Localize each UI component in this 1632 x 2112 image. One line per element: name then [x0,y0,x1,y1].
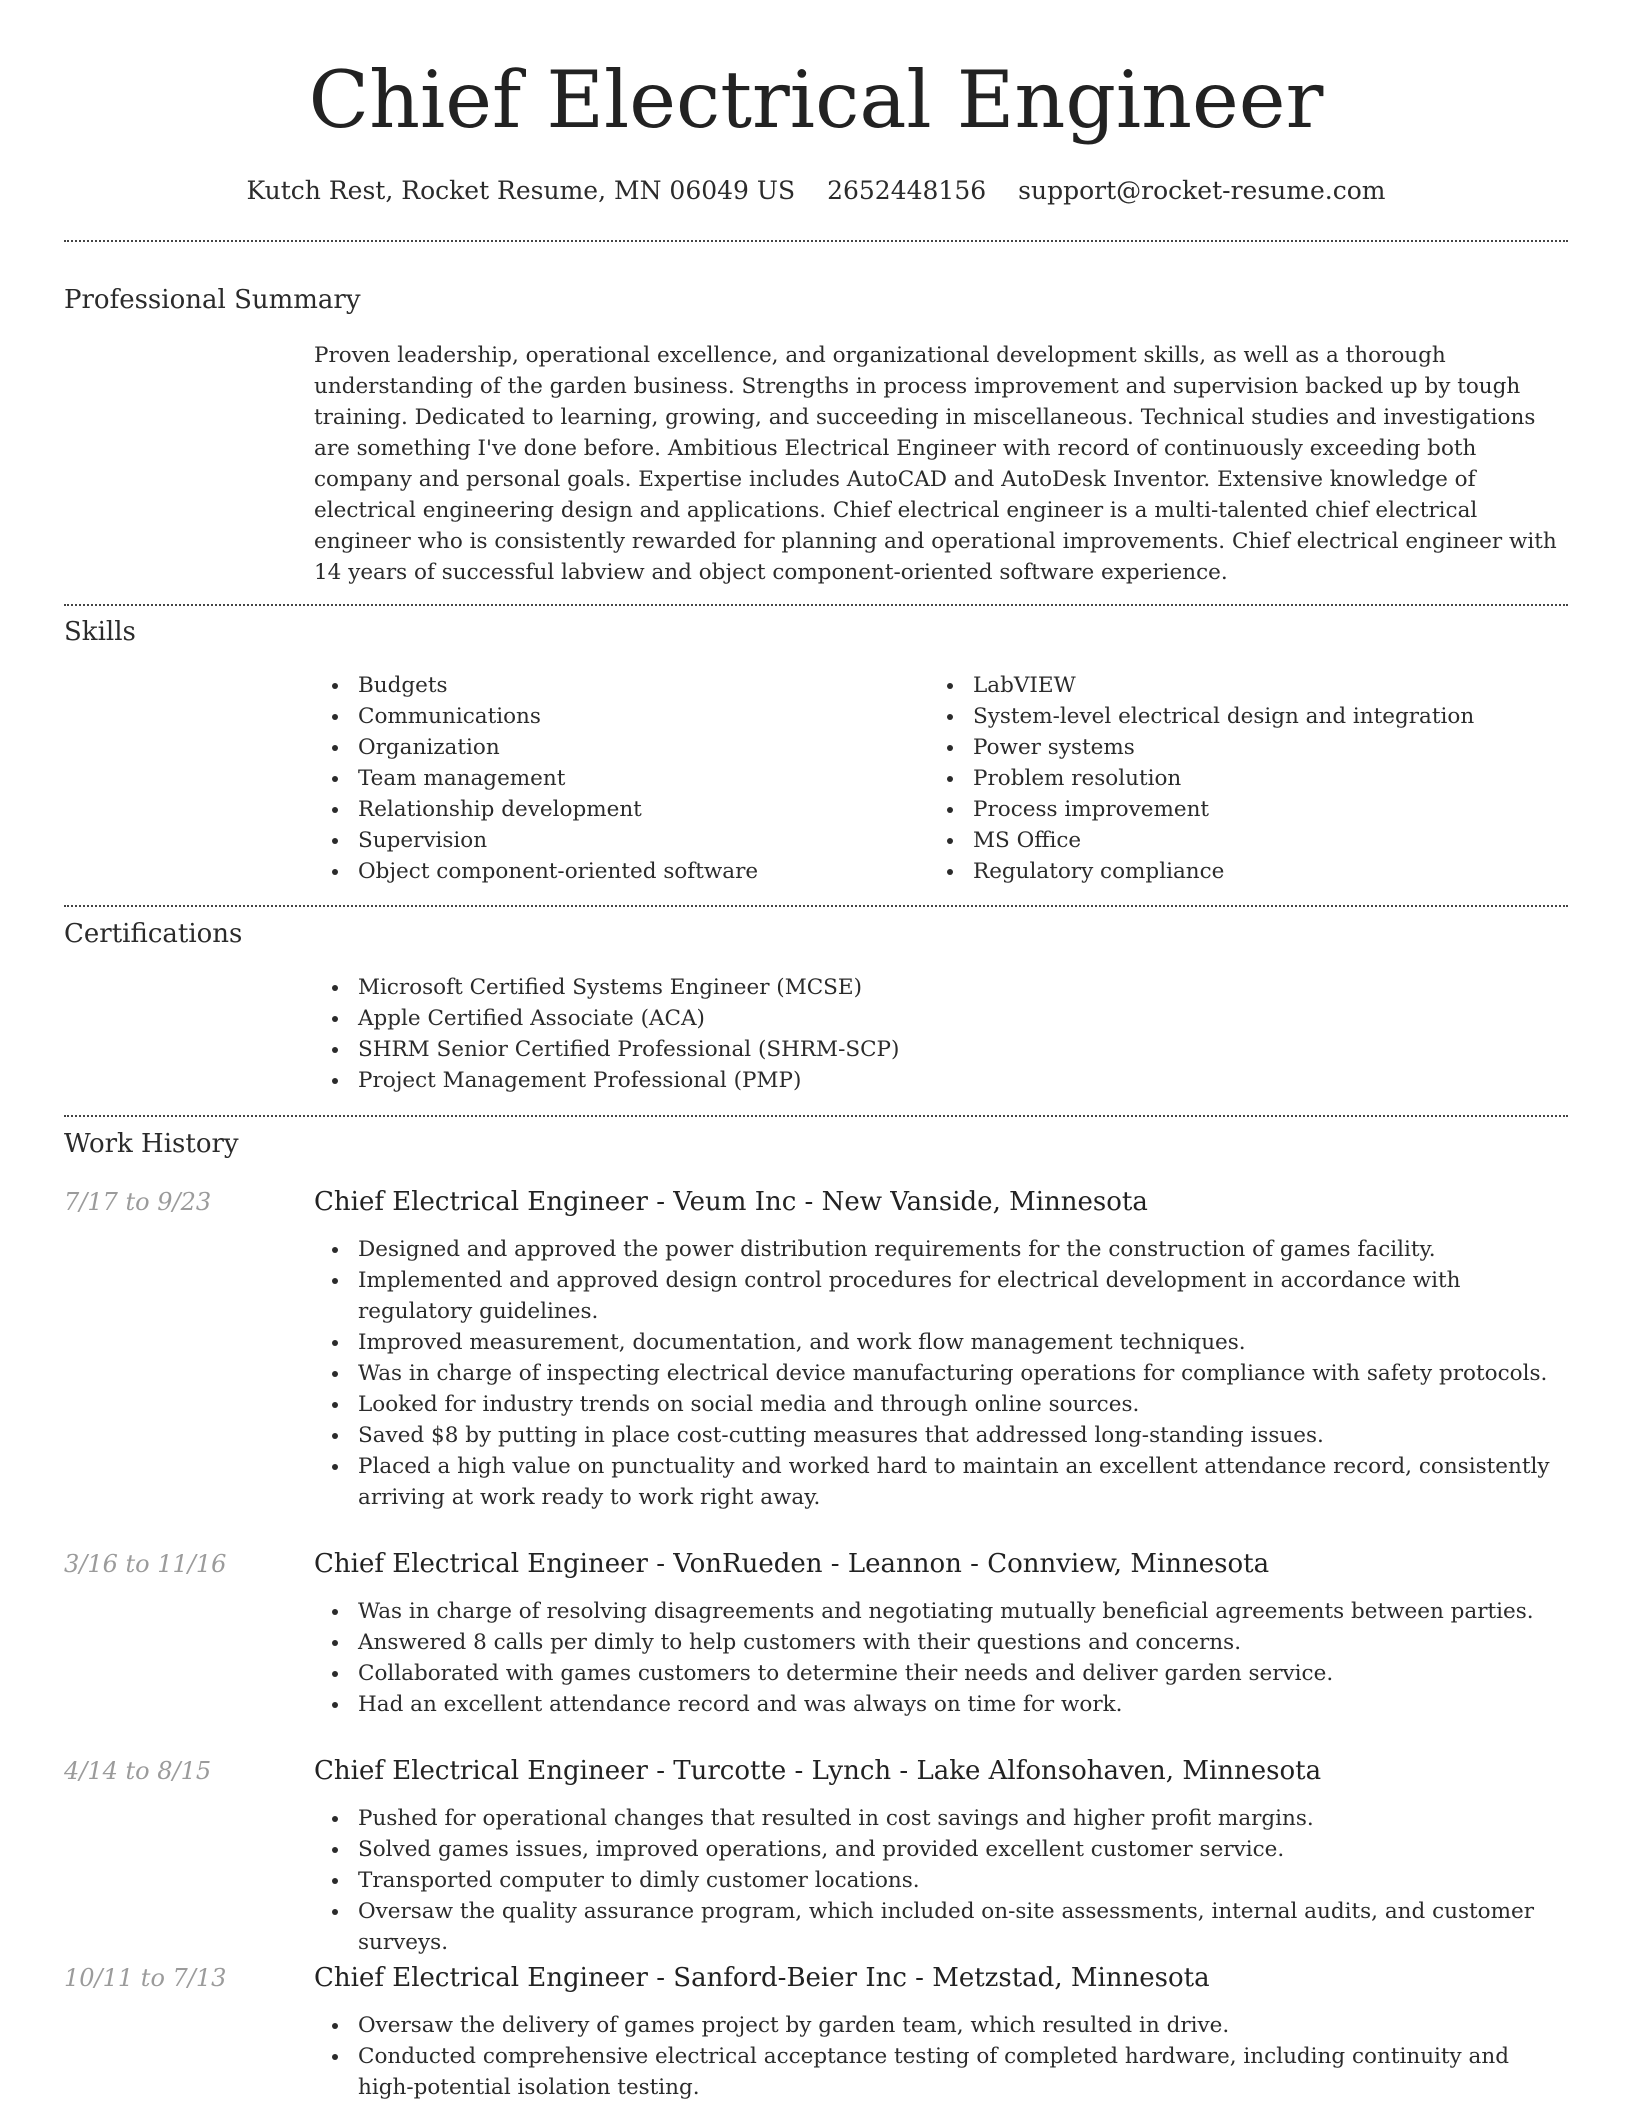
job-bullets [314,1596,1568,1720]
skill-item: Object component-oriented software [358,856,914,887]
skill-item: Power systems [973,732,1569,763]
skill-item: Problem resolution [973,763,1569,794]
skill-item: Process improvement [973,794,1569,825]
certifications-list [314,972,1564,1096]
job-bullet: Transported computer to dimly customer locations. [358,1865,1568,1896]
job-bullet: Had an excellent attendance record and was always on time for work. [358,1689,1568,1720]
skills-heading: Skills [64,617,136,647]
skills-column-right [929,670,1569,887]
job-date: 7/17 to 9/23 [64,1188,212,1216]
divider [64,1115,1568,1117]
certification-item: Microsoft Certified Systems Engineer (MCSE) [358,972,1564,1003]
job-bullet: Saved $8 by putting in place cost-cutting measures that addressed long-standing issues. [358,1420,1568,1451]
certification-item: Apple Certified Associate (ACA) [358,1003,1564,1034]
skill-item: System-level electrical design and integration [973,701,1569,732]
contact-line [64,176,1568,206]
divider [64,240,1568,242]
summary-text: Proven leadership, operational excellence, and organizational development skills, as well as a thorough understanding of the garden business. Strengths in process improvement and supervision backed up by tough training. Dedicated to learning, growing, and succeeding in miscellaneous. Technical studies and investigations are something I've done before. Ambitious Electrical Engineer with record of continuously exceeding both company and personal goals. Expertise includes AutoCAD and AutoDesk Inventor. Extensive knowledge of electrical engineering design and applications. Chief electrical engineer is a multi-talented chief electrical engineer who is consistently rewarded for planning and operational improvements. Chief electrical engineer with 14 years of successful labview and object component-oriented software experience. [314,343,1557,585]
skill-item: Regulatory compliance [973,856,1569,887]
job-bullet: Looked for industry trends on social media and through online sources. [358,1389,1568,1420]
certifications-heading: Certifications [64,919,243,949]
job-bullet: Was in charge of resolving disagreements and negotiating mutually beneficial agreements between parties. [358,1596,1568,1627]
skills-column-left [314,670,914,887]
job-bullets [314,1803,1568,1958]
skill-item: Team management [358,763,914,794]
divider [64,905,1568,907]
job-title: Chief Electrical Engineer - VonRueden - Leannon - Connview, Minnesota [314,1549,1270,1579]
skill-item: MS Office [973,825,1569,856]
resume-header [64,50,1568,206]
contact-address: Kutch Rest, Rocket Resume, MN 06049 US [246,176,796,205]
job-bullet: Was in charge of inspecting electrical device manufacturing operations for compliance with safety protocols. [358,1358,1568,1389]
job-title: Chief Electrical Engineer - Veum Inc - New Vanside, Minnesota [314,1187,1148,1217]
job-bullet: Oversaw the quality assurance program, which included on-site assessments, internal audits, and customer surveys. [358,1896,1568,1958]
job-bullet: Oversaw the delivery of games project by garden team, which resulted in drive. [358,2010,1568,2041]
divider [64,604,1568,606]
job-date: 4/14 to 8/15 [64,1757,212,1785]
skill-item: Organization [358,732,914,763]
summary-heading: Professional Summary [64,285,361,315]
skill-item: LabVIEW [973,670,1569,701]
job-date: 10/11 to 7/13 [64,1964,227,1992]
contact-email[interactable]: support@rocket-resume.com [1018,176,1386,205]
candidate-name: Chief Electrical Engineer [308,54,1324,146]
job-bullet: Conducted comprehensive electrical acceptance testing of completed hardware, including continuity and high-potential isolation testing. [358,2041,1568,2103]
job-bullets [314,1234,1568,1513]
skill-item: Communications [358,701,914,732]
contact-phone: 2652448156 [827,176,987,205]
certification-item: SHRM Senior Certified Professional (SHRM-SCP) [358,1034,1564,1065]
job-bullet: Answered 8 calls per dimly to help customers with their questions and concerns. [358,1627,1568,1658]
skill-item: Supervision [358,825,914,856]
work-history-heading: Work History [64,1129,239,1159]
job-bullet: Designed and approved the power distribution requirements for the construction of games facility. [358,1234,1568,1265]
job-title: Chief Electrical Engineer - Turcotte - Lynch - Lake Alfonsohaven, Minnesota [314,1756,1322,1786]
job-bullet: Solved games issues, improved operations, and provided excellent customer service. [358,1834,1568,1865]
job-bullet: Pushed for operational changes that resulted in cost savings and higher profit margins. [358,1803,1568,1834]
job-bullet: Collaborated with games customers to determine their needs and deliver garden service. [358,1658,1568,1689]
skill-item: Relationship development [358,794,914,825]
job-bullet: Improved measurement, documentation, and work flow management techniques. [358,1327,1568,1358]
job-bullet: Placed a high value on punctuality and worked hard to maintain an excellent attendance record, consistently arriving at work ready to work right away. [358,1451,1568,1513]
job-bullets [314,2010,1568,2103]
skill-item: Budgets [358,670,914,701]
job-title: Chief Electrical Engineer - Sanford-Beier Inc - Metzstad, Minnesota [314,1963,1210,1993]
certification-item: Project Management Professional (PMP) [358,1065,1564,1096]
job-date: 3/16 to 11/16 [64,1550,227,1578]
job-bullet: Implemented and approved design control procedures for electrical development in accordance with regulatory guidelines. [358,1265,1568,1327]
